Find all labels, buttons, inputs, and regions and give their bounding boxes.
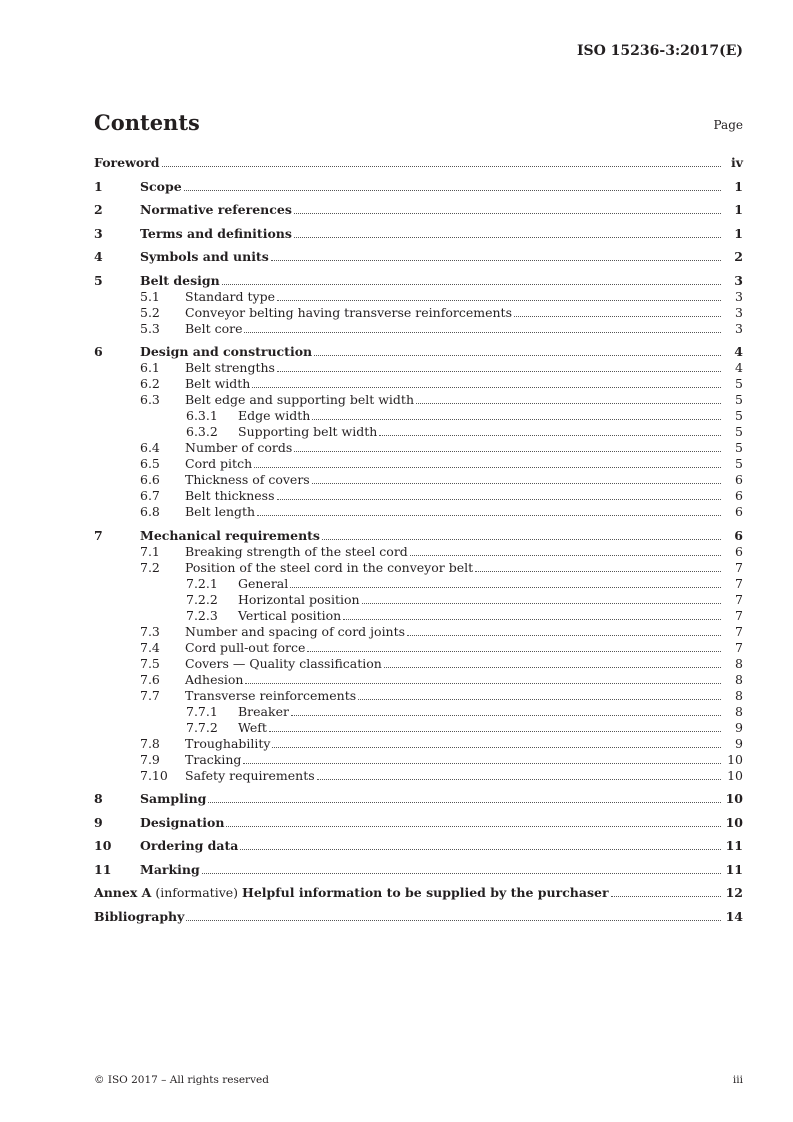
toc-entry-page: 8	[735, 703, 743, 719]
toc-entry-number: 6.3.1	[186, 408, 218, 423]
toc-entry[interactable]	[94, 592, 743, 608]
toc-entry-title: Belt core	[185, 320, 243, 336]
page-number: iii	[732, 1074, 743, 1086]
dot-leader	[208, 802, 721, 803]
toc-entry-title: Symbols and units	[140, 249, 269, 264]
toc-entry-page: 6	[735, 472, 743, 487]
toc-entry-page: 11	[725, 838, 743, 853]
dot-leader	[252, 387, 721, 388]
toc-entry[interactable]	[94, 392, 743, 408]
toc-entry-number: 7.2.1	[186, 575, 218, 591]
annex-label: Annex A	[94, 885, 152, 900]
toc-entry-number: 7.4	[140, 639, 160, 655]
toc-entry-title: Marking	[140, 861, 200, 877]
toc-entry-title: Horizontal position	[238, 591, 360, 607]
toc-entry-title: Foreword	[94, 155, 160, 170]
toc-entry[interactable]	[94, 289, 743, 305]
toc-entry-number: 6.3	[140, 392, 160, 407]
toc-entry-page: 9	[735, 719, 743, 735]
dot-leader	[475, 571, 721, 572]
dot-leader	[317, 779, 721, 780]
toc-entry-number: 6.2	[140, 376, 160, 391]
toc-entry-title: Belt thickness	[185, 488, 275, 503]
toc-entry[interactable]	[94, 909, 743, 925]
toc-entry[interactable]	[94, 560, 743, 576]
toc-entry-page: 5	[735, 376, 743, 391]
toc-entry-page: 6	[735, 504, 743, 519]
toc-entry[interactable]	[94, 249, 743, 265]
toc-entry[interactable]	[94, 838, 743, 854]
toc-entry-title: Position of the steel cord in the conveyor belt	[185, 559, 474, 575]
toc-entry-title: Number and spacing of cord joints	[185, 623, 406, 639]
toc-entry[interactable]	[94, 752, 743, 768]
dot-leader	[226, 826, 721, 827]
toc-entry-number: 6.5	[140, 456, 160, 471]
toc-entry-page: 7	[735, 575, 743, 591]
toc-entry-page: 3	[734, 272, 743, 288]
dot-leader	[312, 419, 721, 420]
toc-entry-page: 6	[735, 543, 743, 559]
toc-entry[interactable]	[94, 544, 743, 560]
toc-entry[interactable]	[94, 488, 743, 504]
toc-entry-title: Designation	[140, 814, 225, 830]
dot-leader	[202, 873, 721, 874]
toc-entry-title: Number of cords	[185, 440, 293, 455]
toc-entry-number: 4	[94, 249, 103, 264]
toc-entry-page: 6	[735, 488, 743, 503]
dot-leader	[291, 715, 721, 716]
toc-entry[interactable]	[94, 305, 743, 321]
table-of-contents	[94, 155, 743, 925]
toc-entry[interactable]	[94, 791, 743, 807]
toc-entry-page: 5	[735, 408, 743, 423]
toc-entry[interactable]	[94, 456, 743, 472]
toc-entry-page: 5	[735, 456, 743, 471]
toc-entry-number: 8	[94, 791, 103, 806]
toc-entry-title: Cord pull-out force	[185, 639, 306, 655]
dot-leader	[294, 451, 721, 452]
toc-entry-page: 10	[727, 751, 743, 767]
toc-entry-title: Breaker	[238, 703, 289, 719]
toc-entry-title: Covers — Quality classification	[185, 655, 382, 671]
toc-entry-title: Edge width	[238, 408, 311, 423]
toc-entry-title: Belt width	[185, 376, 251, 391]
dot-leader	[243, 763, 721, 764]
dot-leader	[240, 849, 721, 850]
dot-leader	[257, 515, 721, 516]
toc-entry-title: Terms and definitions	[140, 225, 292, 241]
toc-entry[interactable]	[94, 504, 743, 520]
toc-entry-number: 7.10	[140, 767, 168, 783]
toc-entry-page: 10	[727, 767, 743, 783]
toc-entry[interactable]	[94, 608, 743, 624]
toc-entry-number: 7.1	[140, 543, 160, 559]
toc-entry-number: 7.9	[140, 751, 160, 767]
toc-entry-page: 8	[735, 671, 743, 687]
dot-leader	[314, 355, 721, 356]
toc-entry-number: 7.7	[140, 687, 160, 703]
toc-entry-page: 11	[725, 861, 743, 877]
toc-entry-title: Standard type	[185, 288, 275, 304]
dot-leader	[277, 300, 721, 301]
toc-entry-title: Scope	[140, 178, 182, 194]
toc-entry-title: Bibliography	[94, 908, 185, 924]
toc-entry-page: iv	[730, 155, 743, 170]
toc-entry-number: 6.3.2	[186, 424, 218, 439]
toc-entry-number: 7.3	[140, 623, 160, 639]
toc-entry-title: Safety requirements	[185, 767, 315, 783]
toc-entry[interactable]	[94, 624, 743, 640]
annex-kind: (informative)	[151, 885, 243, 900]
toc-entry-title: Design and construction	[140, 344, 313, 359]
toc-entry-title: Supporting belt width	[238, 424, 378, 439]
toc-entry-title: Belt design	[140, 272, 220, 288]
toc-entry-page: 7	[735, 559, 743, 575]
toc-entry[interactable]	[94, 440, 743, 456]
dot-leader	[184, 190, 721, 191]
dot-leader	[611, 896, 721, 897]
dot-leader	[271, 260, 721, 261]
toc-entry-title: Troughability	[185, 735, 271, 751]
toc-entry[interactable]	[94, 273, 743, 289]
toc-entry[interactable]	[94, 640, 743, 656]
toc-entry-page: 1	[734, 178, 743, 194]
toc-entry[interactable]	[94, 344, 743, 360]
dot-leader	[312, 483, 721, 484]
dot-leader	[186, 920, 721, 921]
toc-entry-number: 7.7.1	[186, 703, 218, 719]
toc-entry[interactable]	[94, 202, 743, 218]
toc-entry-page: 7	[735, 639, 743, 655]
toc-entry[interactable]	[94, 424, 743, 440]
toc-entry-title: Thickness of covers	[185, 472, 310, 487]
toc-entry-page: 3	[735, 288, 743, 304]
toc-entry-number: 1	[94, 178, 103, 194]
toc-entry-number: 6.8	[140, 504, 160, 519]
dot-leader	[307, 651, 721, 652]
toc-entry-number: 6.4	[140, 440, 160, 455]
toc-entry[interactable]	[94, 321, 743, 337]
toc-entry[interactable]	[94, 720, 743, 736]
toc-entry-page: 1	[734, 225, 743, 241]
toc-entry[interactable]	[94, 862, 743, 878]
toc-entry[interactable]	[94, 704, 743, 720]
toc-entry[interactable]	[94, 528, 743, 544]
toc-entry-page: 7	[735, 623, 743, 639]
toc-entry[interactable]	[94, 656, 743, 672]
dot-leader	[290, 587, 721, 588]
dot-leader	[384, 667, 721, 668]
toc-entry-number: 3	[94, 225, 103, 241]
document-id: ISO 15236-3:2017(E)	[576, 43, 743, 59]
toc-entry-title: Transverse reinforcements	[185, 687, 357, 703]
toc-entry[interactable]	[94, 155, 743, 171]
toc-entry[interactable]	[94, 408, 743, 424]
page-column-label: Page	[713, 118, 743, 132]
toc-entry-number: 6.6	[140, 472, 160, 487]
contents-title: Contents	[94, 110, 200, 135]
toc-entry-number: 7.2.2	[186, 591, 218, 607]
toc-entry-page: 10	[725, 814, 743, 830]
toc-entry-title: Sampling	[140, 791, 207, 806]
toc-entry[interactable]	[94, 226, 743, 242]
toc-entry-page: 7	[735, 607, 743, 623]
dot-leader	[162, 166, 722, 167]
toc-entry[interactable]	[94, 688, 743, 704]
toc-entry-title: Belt edge and supporting belt width	[185, 392, 415, 407]
dot-leader	[277, 371, 721, 372]
toc-entry-page: 10	[725, 791, 743, 806]
toc-entry-number: 5.3	[140, 320, 160, 336]
dot-leader	[410, 555, 721, 556]
toc-entry-number: 10	[94, 838, 112, 853]
dot-leader	[322, 539, 721, 540]
toc-entry-number: 7	[94, 527, 103, 543]
toc-entry-number: 5.1	[140, 288, 160, 304]
dot-leader	[277, 499, 721, 500]
toc-entry-number: 5.2	[140, 304, 160, 320]
dot-leader	[269, 731, 721, 732]
toc-entry-page: 4	[734, 344, 743, 359]
dot-leader	[222, 284, 721, 285]
toc-entry-title: Belt strengths	[185, 360, 275, 375]
toc-entry-page: 5	[735, 424, 743, 439]
toc-entry-page: 5	[735, 392, 743, 407]
toc-entry-title	[94, 885, 611, 901]
toc-entry-number: 7.5	[140, 655, 160, 671]
toc-entry-number: 5	[94, 272, 103, 288]
toc-entry-number: 7.8	[140, 735, 160, 751]
toc-entry-title: Belt length	[185, 504, 256, 519]
toc-entry-number: 7.7.2	[186, 719, 218, 735]
toc-entry-page: 8	[735, 655, 743, 671]
dot-leader	[272, 747, 721, 748]
toc-entry-page: 4	[735, 360, 743, 375]
toc-entry-number: 11	[94, 861, 112, 877]
dot-leader	[294, 213, 721, 214]
toc-entry-page: 1	[734, 202, 743, 217]
toc-entry-title: Ordering data	[140, 838, 239, 853]
toc-entry-page: 9	[735, 735, 743, 751]
annex-title: Helpful information to be supplied by the purchaser	[242, 885, 609, 900]
toc-entry-title: Adhesion	[185, 671, 244, 687]
toc-entry[interactable]	[94, 672, 743, 688]
dot-leader	[416, 403, 721, 404]
toc-entry[interactable]	[94, 472, 743, 488]
toc-entry[interactable]	[94, 576, 743, 592]
toc-entry-number: 7.2	[140, 559, 160, 575]
dot-leader	[343, 619, 721, 620]
toc-entry[interactable]	[94, 885, 743, 901]
toc-entry-title: Normative references	[140, 202, 292, 217]
toc-entry-title: Tracking	[185, 751, 242, 767]
toc-entry-page: 8	[735, 687, 743, 703]
toc-entry-number: 6	[94, 344, 103, 359]
dot-leader	[358, 699, 721, 700]
toc-entry-title: Weft	[238, 719, 267, 735]
dot-leader	[245, 683, 721, 684]
toc-entry-page: 2	[734, 249, 743, 264]
toc-entry-title: Vertical position	[238, 607, 342, 623]
toc-entry-title: Cord pitch	[185, 456, 253, 471]
toc-entry[interactable]	[94, 815, 743, 831]
toc-entry-number: 7.6	[140, 671, 160, 687]
dot-leader	[362, 603, 721, 604]
toc-entry-title: Mechanical requirements	[140, 527, 320, 543]
toc-entry-page: 3	[735, 304, 743, 320]
toc-entry-page: 14	[725, 908, 743, 924]
dot-leader	[254, 467, 721, 468]
toc-entry-page: 12	[725, 885, 743, 900]
toc-entry[interactable]	[94, 376, 743, 392]
toc-entry[interactable]	[94, 179, 743, 195]
copyright-notice: © ISO 2017 – All rights reserved	[94, 1074, 269, 1086]
toc-entry-number: 9	[94, 814, 103, 830]
toc-entry-title: General	[238, 575, 289, 591]
toc-entry-title: Breaking strength of the steel cord	[185, 543, 408, 559]
toc-entry[interactable]	[94, 768, 743, 784]
toc-entry-number: 6.7	[140, 488, 160, 503]
toc-entry-number: 6.1	[140, 360, 160, 375]
toc-entry[interactable]	[94, 736, 743, 752]
toc-entry-page: 6	[734, 527, 743, 543]
toc-entry-title: Conveyor belting having transverse reinforcements	[185, 304, 512, 320]
toc-entry-page: 5	[735, 440, 743, 455]
toc-entry[interactable]	[94, 360, 743, 376]
toc-entry-page: 3	[735, 320, 743, 336]
toc-entry-page: 7	[735, 591, 743, 607]
dot-leader	[379, 435, 721, 436]
toc-entry-number: 2	[94, 202, 103, 217]
dot-leader	[244, 332, 721, 333]
dot-leader	[514, 316, 721, 317]
dot-leader	[407, 635, 721, 636]
dot-leader	[294, 237, 721, 238]
toc-entry-number: 7.2.3	[186, 607, 218, 623]
